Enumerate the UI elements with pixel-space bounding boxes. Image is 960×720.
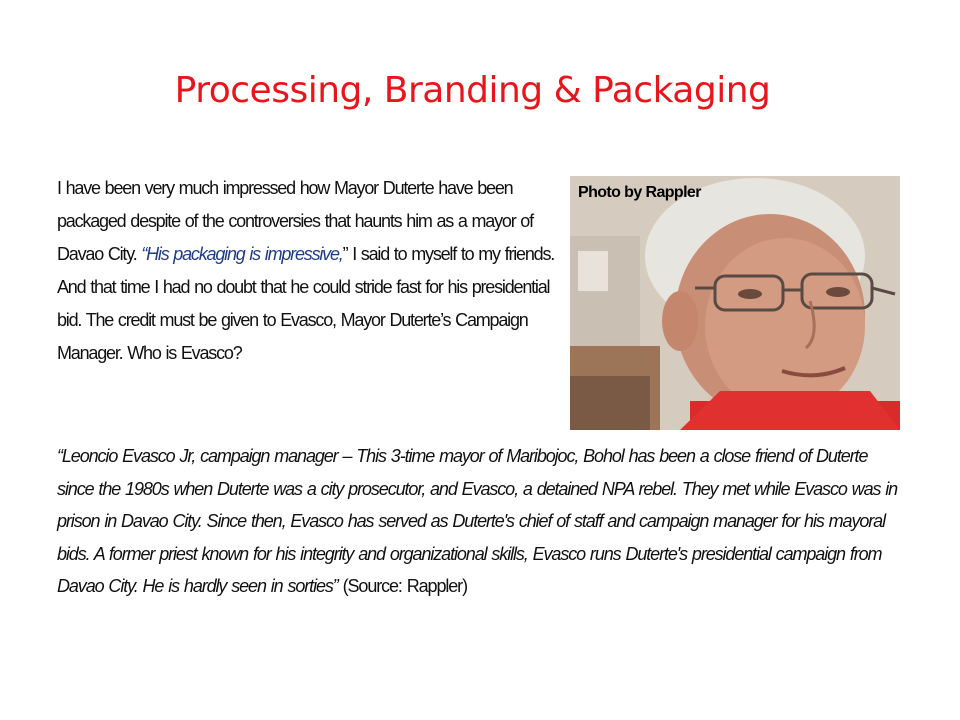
slide-title: Processing, Branding & Packaging bbox=[174, 70, 771, 111]
intro-text: I have been very much impressed how Mayor Duterte have been packaged despite of the controversies that haunts him as a mayor of Davao City. bbox=[57, 178, 533, 264]
portrait-illustration bbox=[570, 176, 900, 430]
citation-paragraph bbox=[57, 440, 907, 603]
citation-quote: “Leoncio Evasco Jr, campaign manager – This 3-time mayor of Maribojoc, Bohol has been a close friend of Duterte since the 1980s when Duterte was a city prosecutor, and Evasco, a detained NPA rebel. They met while Evasco was in prison in Davao City. Since then, Evasco has served as Duterte's chief of staff and campaign manager for his mayoral bids. A former priest known for his integrity and organizational skills, Evasco runs Duterte's presidential campaign from Davao City. He is hardly seen in sorties” bbox=[57, 446, 898, 596]
intro-paragraph bbox=[57, 172, 557, 370]
citation-source: (Source: Rappler) bbox=[337, 576, 467, 596]
photo-credit: Photo by Rappler bbox=[578, 184, 701, 201]
intro-text-continued: ” I said to myself to my friends. And that time I had no doubt that he could stride fast for his presidential bid. The credit must be given to Evasco, Mayor Duterte’s Campaign Manager. Who is Evasco? bbox=[57, 244, 555, 363]
intro-quote: “His packaging is impressive, bbox=[141, 244, 343, 264]
portrait-photo bbox=[570, 176, 900, 430]
